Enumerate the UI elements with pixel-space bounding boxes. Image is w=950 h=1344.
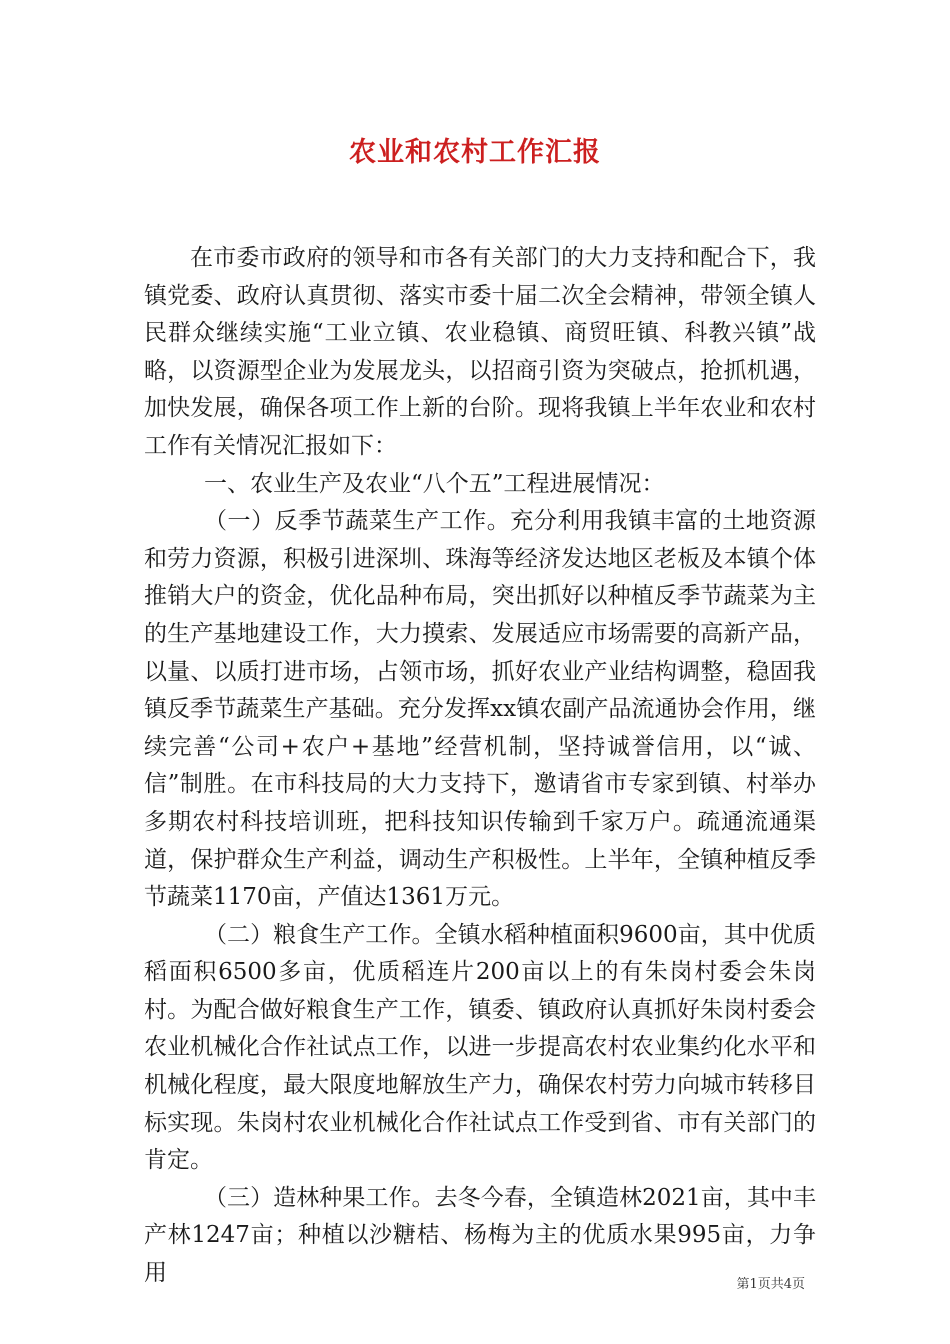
document-body (144, 240, 816, 1293)
paragraph-intro: 在市委市政府的领导和市各有关部门的大力支持和配合下，我镇党委、政府认真贯彻、落实市委十届二次全会精神，带领全镇人民群众继续实施“工业立镇、农业稳镇、商贸旺镇、科教兴镇”战略，以资源型企业为发展龙头，以招商引资为突破点，抢抓机遇，加快发展，确保各项工作上新的台阶。现将我镇上半年农业和农村工作有关情况汇报如下： (144, 245, 816, 459)
paragraph-forestry: （三）造林种果工作。去冬今春，全镇造林2021亩，其中丰产林1247亩；种植以沙糖桔、杨梅为主的优质水果995亩，力争用 (144, 1184, 816, 1287)
section-heading-1: 一、农业生产及农业“八个五”工程进展情况： (204, 470, 665, 497)
paragraph-vegetables: （一）反季节蔬菜生产工作。充分利用我镇丰富的土地资源和劳力资源，积极引进深圳、珠海等经济发达地区老板及本镇个体推销大户的资金，优化品种布局，突出抓好以种植反季节蔬菜为主的生产基地建设工作，大力摸索、发展适应市场需要的高新产品，以量、以质打进市场，占领市场，抓好农业产业结构调整，稳固我镇反季节蔬菜生产基础。充分发挥xx镇农副产品流通协会作用，继续完善“公司+农户+基地”经营机制，坚持诚誉信用，以“诚、信”制胜。在市科技局的大力支持下，邀请省市专家到镇、村举办多期农村科技培训班，把科技知识传输到千家万户。疏通流通渠道，保护群众生产利益，调动生产积极性。上半年，全镇种植反季节蔬菜1170亩，产值达1361万元。 (144, 508, 816, 911)
page-number-footer: 第1页共4页 (736, 1277, 805, 1292)
paragraph-grain: （二）粮食生产工作。全镇水稻种植面积9600亩，其中优质稻面积6500多亩，优质稻连片200亩以上的有朱岗村委会朱岗村。为配合做好粮食生产工作，镇委、镇政府认真抓好朱岗村委会农业机械化合作社试点工作，以进一步提高农村农业集约化水平和机械化程度，最大限度地解放生产力，确保农村劳力向城市转移目标实现。朱岗村农业机械化合作社试点工作受到省、市有关部门的肯定。 (144, 921, 816, 1174)
page-title: 农业和农村工作汇报 (349, 137, 601, 168)
